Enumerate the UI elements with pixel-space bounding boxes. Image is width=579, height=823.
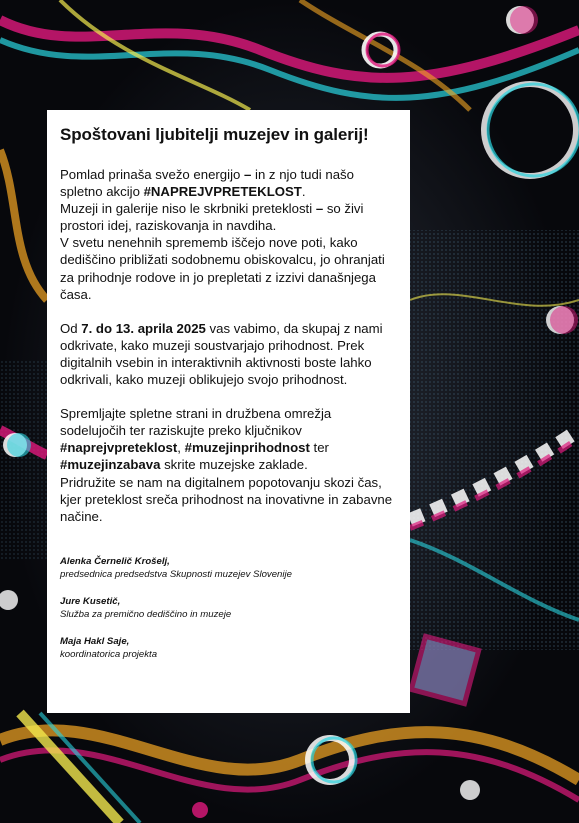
paragraph-hashtags bbox=[60, 405, 398, 473]
bold-text-run: #NAPREJVPRETEKLOST bbox=[143, 184, 302, 200]
paragraph-changes bbox=[60, 234, 398, 302]
signatory-name: Alenka Černelič Krošelj, bbox=[60, 555, 170, 567]
paragraph-intro bbox=[60, 166, 398, 200]
paragraph-dates bbox=[60, 320, 398, 388]
text-run: Pridružite se nam na digitalnem popotovanju skozi čas, kjer preteklost sreča prihodnost na inovativne in zabavne načine. bbox=[60, 474, 393, 524]
text-run: so živi prostori idej, raziskovanja in navdiha. bbox=[60, 201, 364, 234]
signatory-name: Jure Kusetič, bbox=[60, 595, 121, 607]
signatory-1 bbox=[60, 555, 398, 581]
paragraph-invitation bbox=[60, 474, 398, 525]
text-run: V svetu nenehnih sprememb iščejo nove poti, kako dediščino približati sodobnemu obiskovalcu, jo ohranjati za prihodnje rodove in jo prepletati z izzivi današnjega časa. bbox=[60, 235, 385, 302]
text-run: Spremljajte spletne strani in družbena omrežja sodelujočih ter raziskujte preko ključnikov bbox=[60, 406, 332, 439]
signatory-role: predsednica predsedstva Skupnosti muzejev Slovenije bbox=[60, 568, 292, 580]
text-run: , bbox=[177, 440, 185, 456]
bold-text-run: #muzejinzabava bbox=[60, 457, 161, 473]
bold-text-run: 7. do 13. aprila 2025 bbox=[81, 320, 206, 336]
signatory-3 bbox=[60, 635, 398, 661]
text-run: ter bbox=[309, 440, 329, 456]
letter-card bbox=[47, 110, 410, 713]
text-run: Muzeji in galerije niso le skrbniki preteklosti bbox=[60, 201, 316, 217]
bold-text-run: – bbox=[315, 201, 324, 217]
bold-text-run: #muzejinprihodnost bbox=[184, 440, 310, 456]
bold-text-run: #naprejvpreteklost bbox=[60, 440, 178, 456]
text-run: . bbox=[301, 184, 306, 200]
text-run: vas vabimo, da skupaj z nami odkrivate, kako muzeji soustvarjajo prihodnost. Prek digitalnih vsebin in interaktivnih aktivnosti boste lahko odkrivali, kako muzeji oblikujejo svojo prihodnost. bbox=[60, 320, 383, 388]
signatory-role: Služba za premično dediščino in muzeje bbox=[60, 608, 232, 620]
text-run: Od bbox=[60, 320, 82, 336]
text-run: skrite muzejske zaklade. bbox=[160, 457, 308, 473]
paragraph-museums bbox=[60, 200, 398, 234]
text-run: Pomlad prinaša svežo energijo bbox=[60, 167, 244, 182]
text-run: in z njo tudi našo spletno akcijo bbox=[60, 167, 354, 200]
signatory-name: Maja Hakl Saje, bbox=[60, 635, 130, 647]
signatory-2 bbox=[60, 595, 398, 621]
signatory-role: koordinatorica projekta bbox=[60, 648, 158, 660]
letter-title: Spoštovani ljubitelji muzejev in galerij! bbox=[60, 125, 369, 144]
bold-text-run: – bbox=[244, 167, 252, 182]
